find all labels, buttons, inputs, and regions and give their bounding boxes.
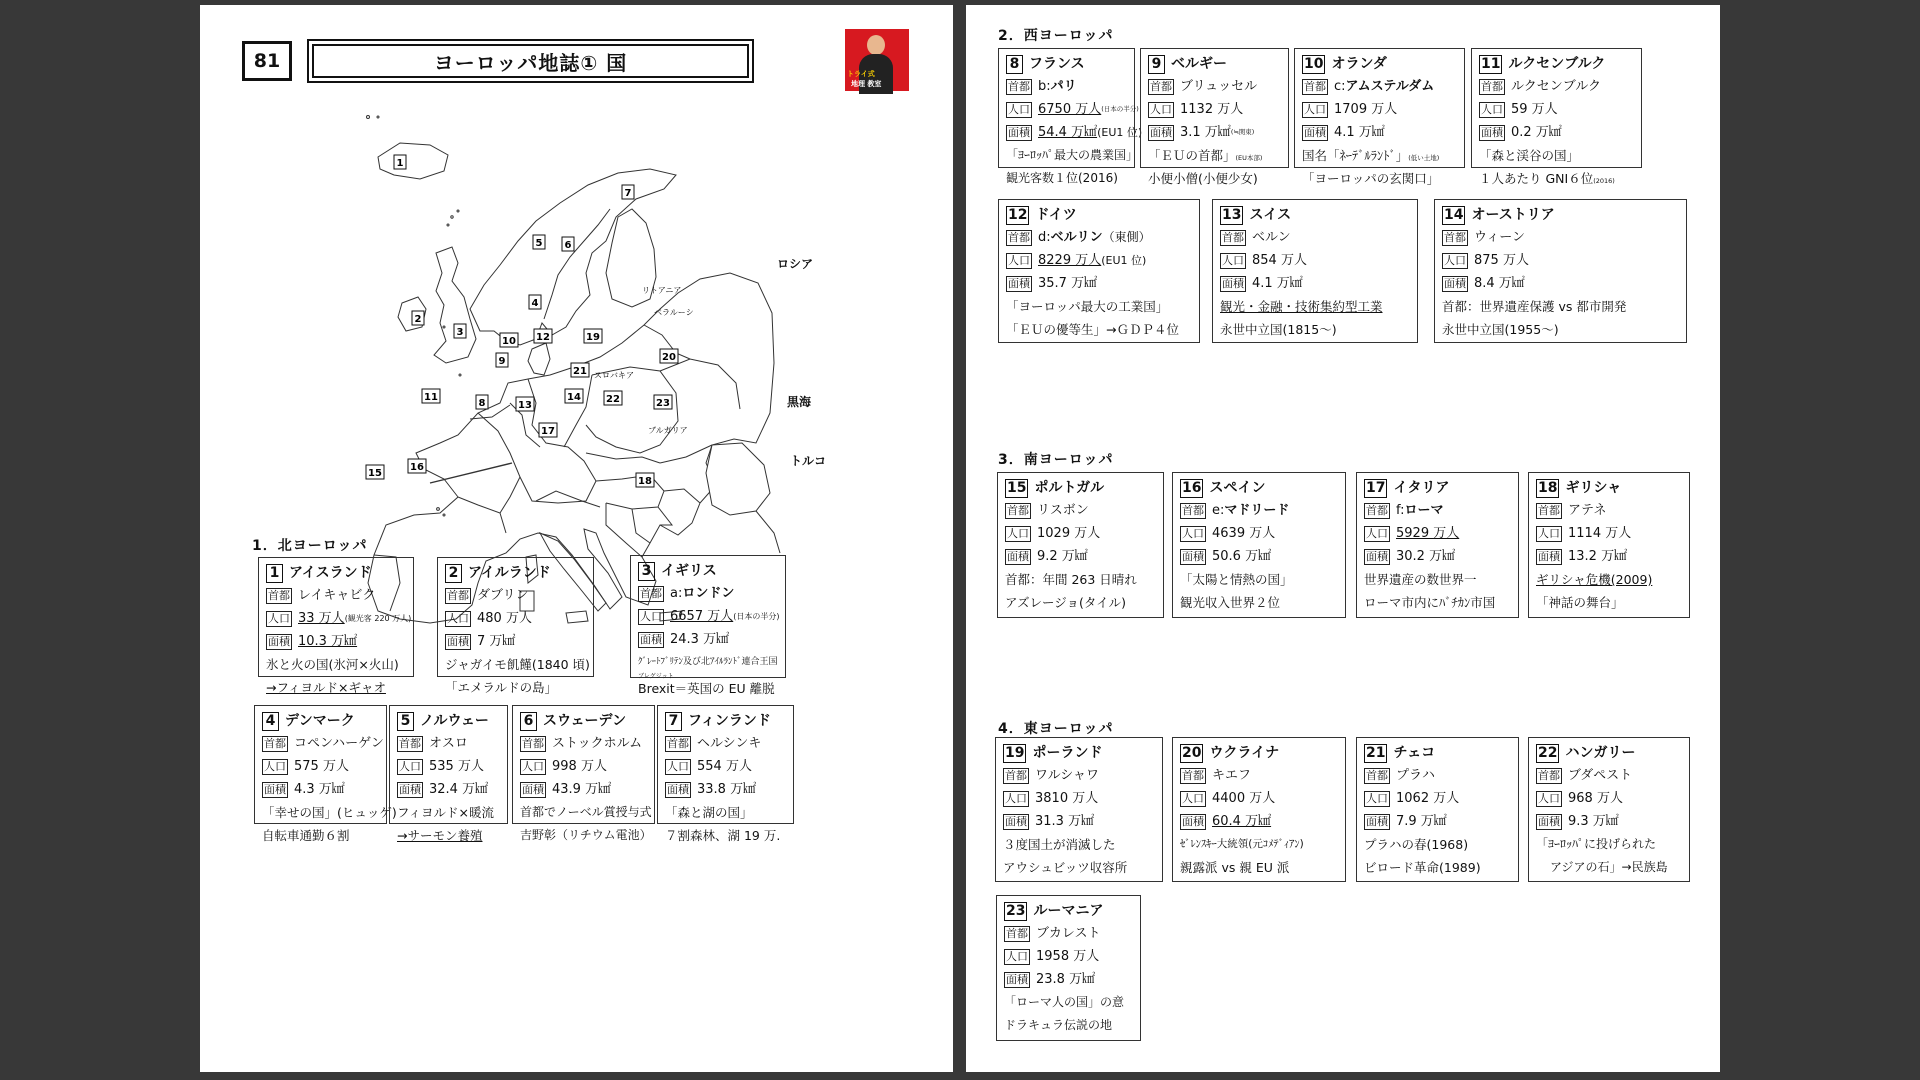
map-label-russia: ロシア xyxy=(777,257,814,271)
note: 氷と火の国(氷河×火山) xyxy=(266,657,399,672)
country-name: フィンランド xyxy=(688,712,771,729)
area: 7.9 万㎢ xyxy=(1396,814,1447,829)
area: 43.9 万㎢ xyxy=(552,782,612,797)
svg-text:4: 4 xyxy=(531,298,539,309)
capital: プラハ xyxy=(1396,768,1436,783)
country-card-hungary: 22 ハンガリー 首都 ブダペスト 人口 968 万人 面積 9.3 万㎢ 「ﾖｰﾛｯﾊﾟに投げられた アジアの石」→民族島 xyxy=(1528,737,1690,882)
svg-text:5: 5 xyxy=(535,238,543,249)
page-title: ヨーロッパ地誌① 国 xyxy=(312,44,749,78)
map-marker-11 xyxy=(422,389,440,403)
svg-text:19: 19 xyxy=(586,332,600,343)
capital: ブカレスト xyxy=(1036,926,1101,941)
capital: ロンドン xyxy=(682,586,735,601)
map-label-turkey: トルコ xyxy=(790,454,827,468)
country-name: ルクセンブルク xyxy=(1508,55,1606,72)
map-iceland xyxy=(378,143,448,179)
capital: ベルン xyxy=(1252,230,1291,245)
population: 998 万人 xyxy=(552,759,607,774)
note: 「ﾖｰﾛｯﾊﾟ最大の農業国」 xyxy=(1006,148,1139,162)
country-name: フランス xyxy=(1029,55,1085,72)
capital: パリ xyxy=(1050,79,1077,94)
map-marker-5 xyxy=(533,235,545,249)
country-name: アイスランド xyxy=(289,564,372,581)
capital: ルクセンブルク xyxy=(1511,79,1601,94)
country-card-norway: 5 ノルウェー 首都 オスロ 人口 535 万人 面積 32.4 万㎢ フィヨルド×暖流 →サーモン養殖 xyxy=(389,705,508,824)
country-card-denmark: 4 デンマーク 首都 コペンハーゲン 人口 575 万人 面積 4.3 万㎢ 「幸せの国」(ヒュッゲ) 自転車通勤６割 xyxy=(254,705,387,824)
country-name: ハンガリー xyxy=(1565,744,1636,761)
note: 「エメラルドの島」 xyxy=(445,680,558,695)
population: 1958 万人 xyxy=(1036,949,1100,964)
map-marker-17 xyxy=(539,423,557,437)
area: 4.1 万㎢ xyxy=(1252,276,1303,291)
map-norway-sweden-border xyxy=(544,209,610,319)
area: 7 万㎢ xyxy=(477,634,516,649)
country-name: ポルトガル xyxy=(1034,479,1105,496)
country-card-germany: 12 ドイツ 首都 d: ベルリン （東側） 人口 8229 万人 (EU1 位) 面積 35.7 万㎢ 「ヨーロッパ最大の工業国」 「ＥＵの優等生」→ＧＤＰ４位 xyxy=(998,199,1200,343)
map-label-slovakia: スロバキア xyxy=(594,371,634,380)
note: 「ﾖｰﾛｯﾊﾟに投げられた xyxy=(1536,837,1657,851)
svg-text:7: 7 xyxy=(624,188,632,199)
section-south-title: 3．南ヨーロッパ xyxy=(998,452,1114,468)
teacher-logo xyxy=(845,29,909,91)
population: 5929 万人 xyxy=(1396,526,1460,541)
svg-text:8: 8 xyxy=(478,398,486,409)
note: 「ＥＵの優等生」→ＧＤＰ４位 xyxy=(1006,322,1179,337)
worksheet-page-left xyxy=(200,5,953,1072)
note: 観光収入世界２位 xyxy=(1180,595,1281,610)
svg-text:2: 2 xyxy=(414,314,422,325)
logo-text-1: トライ式 xyxy=(847,70,875,78)
note: アズレージョ(タイル) xyxy=(1005,595,1127,610)
population: 1062 万人 xyxy=(1396,791,1460,806)
capital: オスロ xyxy=(429,736,468,751)
note: ビロード革命(1989) xyxy=(1364,860,1481,875)
country-card-luxembourg: 11 ルクセンブルク 首都 ルクセンブルク 人口 59 万人 面積 0.2 万㎢ 「森と渓谷の国」 １人あたり GNI６位(2016) xyxy=(1471,48,1642,168)
area: 50.6 万㎢ xyxy=(1212,549,1272,564)
population: 6657 万人 xyxy=(670,609,734,624)
country-name: ベルギー xyxy=(1171,55,1227,72)
note: 首都：世界遺産保護 vs 都市開発 xyxy=(1442,299,1627,314)
country-card-sweden: 6 スウェーデン 首都 ストックホルム 人口 998 万人 面積 43.9 万㎢ 首都でノーベル賞授与式 吉野彰（リチウム電池） xyxy=(512,705,655,824)
note: 永世中立国(1955〜) xyxy=(1442,322,1559,337)
country-name: オランダ xyxy=(1331,55,1387,72)
capital: リスボン xyxy=(1037,503,1089,518)
map-marker-4 xyxy=(529,295,541,309)
area: 24.3 万㎢ xyxy=(670,632,730,647)
map-marker-7 xyxy=(622,185,634,199)
country-name: ドイツ xyxy=(1035,206,1077,223)
area: 32.4 万㎢ xyxy=(429,782,489,797)
country-card-uk: 3 イギリス 首都 a: ロンドン 人口 6657 万人 (日本の半分) 面積 24.3 万㎢ ｸﾞﾚｰﾄﾌﾞﾘﾃﾝ及び北ｱｲﾙﾗﾝﾄﾞ連合王国 ブレグジット Brexit＝英国の EU 離脱 xyxy=(630,555,786,678)
country-card-portugal: 15 ポルトガル 首都 リスボン 人口 1029 万人 面積 9.2 万㎢ 首都：年間 263 日晴れ アズレージョ(タイル) xyxy=(997,472,1164,618)
note: プラハの春(1968) xyxy=(1364,837,1469,852)
country-name: オーストリア xyxy=(1471,206,1555,223)
note: 「神話の舞台」 xyxy=(1536,595,1624,610)
note: 「森と湖の国」 xyxy=(665,805,753,820)
map-marker-22 xyxy=(604,391,622,405)
map-marker-9 xyxy=(496,353,508,367)
note: 世界遺産の数世界一 xyxy=(1364,572,1477,587)
note: 「ヨーロッパ最大の工業国」 xyxy=(1006,299,1169,314)
country-name: スイス xyxy=(1249,206,1292,223)
note: ｾﾞﾚﾝｽｷｰ大統領(元ｺﾒﾃﾞｨｱﾝ) xyxy=(1180,838,1304,850)
area: 10.3 万㎢ xyxy=(298,634,358,649)
note: ジャガイモ飢饉(1840 頃) xyxy=(445,657,590,672)
note: 観光客数１位(2016) xyxy=(1006,171,1118,185)
capital: ストックホルム xyxy=(552,736,643,751)
capital: ヘルシンキ xyxy=(697,736,762,751)
country-name: ノルウェー xyxy=(420,712,489,729)
country-card-czech: 21 チェコ 首都 プラハ 人口 1062 万人 面積 7.9 万㎢ プラハの春(1968) ビロード革命(1989) xyxy=(1356,737,1519,882)
country-name: イギリス xyxy=(661,562,717,579)
population: 1029 万人 xyxy=(1037,526,1101,541)
country-name: スウェーデン xyxy=(543,712,627,729)
map-marker-19 xyxy=(584,329,602,343)
area: 23.8 万㎢ xyxy=(1036,972,1096,987)
note: 永世中立国(1815〜) xyxy=(1220,322,1337,337)
svg-text:14: 14 xyxy=(567,392,581,403)
population: 8229 万人 xyxy=(1038,253,1102,268)
map-britain xyxy=(434,247,476,363)
capital: キエフ xyxy=(1212,768,1252,783)
population: 480 万人 xyxy=(477,611,532,626)
map-label-black-sea: 黒海 xyxy=(787,395,812,409)
area: 8.4 万㎢ xyxy=(1474,276,1525,291)
map-marker-20 xyxy=(660,349,678,363)
country-card-greece: 18 ギリシャ 首都 アテネ 人口 1114 万人 面積 13.2 万㎢ ギリシャ危機(2009) 「神話の舞台」 xyxy=(1528,472,1690,618)
map-marker-10 xyxy=(500,333,518,347)
country-name: デンマーク xyxy=(285,712,355,729)
svg-text:20: 20 xyxy=(662,352,676,363)
note: →フィヨルド×ギャオ xyxy=(266,680,386,695)
svg-text:17: 17 xyxy=(541,426,555,437)
note: 小便小僧(小便少女) xyxy=(1148,171,1258,186)
note: 吉野彰（リチウム電池） xyxy=(520,828,652,842)
population: 854 万人 xyxy=(1252,253,1307,268)
country-name: イタリア xyxy=(1393,479,1450,496)
map-marker-15 xyxy=(366,465,384,479)
note: ｸﾞﾚｰﾄﾌﾞﾘﾃﾝ及び北ｱｲﾙﾗﾝﾄﾞ連合王国 xyxy=(638,657,778,667)
country-card-netherlands: 10 オランダ 首都 c: アムステルダム 人口 1709 万人 面積 4.1 万㎢ 国名「ﾈｰﾃﾞﾙﾗﾝﾄﾞ」(低い土地) 「ヨーロッパの玄関口」 xyxy=(1294,48,1465,168)
note: 「ヨーロッパの玄関口」 xyxy=(1302,171,1440,186)
map-marker-6 xyxy=(562,237,574,251)
population: 6750 万人 xyxy=(1038,102,1102,117)
country-name: ギリシャ xyxy=(1565,479,1622,496)
area: 9.3 万㎢ xyxy=(1568,814,1619,829)
map-denmark xyxy=(528,343,550,375)
svg-text:9: 9 xyxy=(498,356,506,367)
country-card-iceland: 1 アイスランド 首都 レイキャビク 人口 33 万人 (観光客 220 万人) 面積 10.3 万㎢ 氷と火の国(氷河×火山) →フィヨルド×ギャオ xyxy=(258,557,414,677)
population: 554 万人 xyxy=(697,759,752,774)
svg-text:12: 12 xyxy=(536,332,550,343)
lesson-number: 81 xyxy=(242,41,292,81)
population: 1132 万人 xyxy=(1180,102,1244,117)
note: 観光・金融・技術集約型工業 xyxy=(1220,299,1383,314)
population: 1709 万人 xyxy=(1334,102,1398,117)
area: 13.2 万㎢ xyxy=(1568,549,1628,564)
map-marker-12 xyxy=(534,329,552,343)
capital: アムステルダム xyxy=(1345,79,1435,94)
map-marker-8 xyxy=(476,395,488,409)
note: →サーモン養殖 xyxy=(397,828,483,843)
capital: ブリュッセル xyxy=(1180,79,1258,94)
note: １人あたり GNI６位 xyxy=(1479,171,1594,186)
country-card-france: 8 フランス 首都 b: パリ 人口 6750 万人 (日本の半分) 面積 54.4 万㎢ (EU1 位) 「ﾖｰﾛｯﾊﾟ最大の農業国」 観光客数１位(2016) xyxy=(998,48,1135,168)
area: 4.3 万㎢ xyxy=(294,782,345,797)
section-west-title: 2．西ヨーロッパ xyxy=(998,28,1114,44)
capital: ダブリン xyxy=(477,588,529,603)
capital: ローマ xyxy=(1404,503,1444,518)
capital: マドリード xyxy=(1224,503,1290,518)
note: 国名「ﾈｰﾃﾞﾙﾗﾝﾄﾞ」 xyxy=(1302,148,1409,163)
area: 54.4 万㎢ xyxy=(1038,125,1098,140)
svg-text:13: 13 xyxy=(518,400,532,411)
svg-text:23: 23 xyxy=(656,398,670,409)
area: 60.4 万㎢ xyxy=(1212,814,1272,829)
capital: レイキャビク xyxy=(298,588,376,603)
area: 4.1 万㎢ xyxy=(1334,125,1385,140)
area: 35.7 万㎢ xyxy=(1038,276,1098,291)
worksheet-page-right xyxy=(966,5,1720,1072)
population: 4400 万人 xyxy=(1212,791,1276,806)
population: 1114 万人 xyxy=(1568,526,1632,541)
country-card-austria: 14 オーストリア 首都 ウィーン 人口 875 万人 面積 8.4 万㎢ 首都：世界遺産保護 vs 都市開発 永世中立国(1955〜) xyxy=(1434,199,1687,343)
svg-text:11: 11 xyxy=(424,392,438,403)
map-black-sea xyxy=(706,443,770,515)
country-card-ireland: 2 アイルランド 首都 ダブリン 人口 480 万人 面積 7 万㎢ ジャガイモ飢饉(1840 頃) 「エメラルドの島」 xyxy=(437,557,594,677)
map-marker-18 xyxy=(636,473,654,487)
section-east-title: 4．東ヨーロッパ xyxy=(998,721,1114,737)
country-card-switzerland: 13 スイス 首都 ベルン 人口 854 万人 面積 4.1 万㎢ 観光・金融・技術集約型工業 永世中立国(1815〜) xyxy=(1212,199,1418,343)
svg-text:16: 16 xyxy=(410,462,424,473)
note: 自転車通勤６割 xyxy=(262,828,350,843)
note: Brexit＝英国の EU 離脱 xyxy=(638,681,775,696)
country-name: チェコ xyxy=(1393,744,1436,761)
capital: ベルリン xyxy=(1050,230,1103,245)
map-marker-23 xyxy=(654,395,672,409)
map-label-lithuania: リトアニア xyxy=(642,286,682,295)
map-marker-16 xyxy=(408,459,426,473)
area: 0.2 万㎢ xyxy=(1511,125,1562,140)
note: フィヨルド×暖流 xyxy=(397,805,494,820)
svg-text:10: 10 xyxy=(502,336,516,347)
svg-text:22: 22 xyxy=(606,394,620,405)
section-north-title: 1．北ヨーロッパ xyxy=(252,538,368,554)
area: 3.1 万㎢ xyxy=(1180,125,1231,140)
note: ドラキュラ伝説の地 xyxy=(1004,1018,1113,1032)
note: 「森と渓谷の国」 xyxy=(1479,148,1580,163)
population: 535 万人 xyxy=(429,759,484,774)
country-card-italy: 17 イタリア 首都 f: ローマ 人口 5929 万人 面積 30.2 万㎢ 世界遺産の数世界一 ローマ市内にﾊﾞﾁｶﾝ市国 xyxy=(1356,472,1519,618)
map-marker-13 xyxy=(516,397,534,411)
country-name: アイルランド xyxy=(468,564,551,581)
note: アウシュビッツ収容所 xyxy=(1003,860,1128,875)
capital: ワルシャワ xyxy=(1035,768,1100,783)
map-marker-3 xyxy=(454,324,466,338)
population: 968 万人 xyxy=(1568,791,1623,806)
note: アジアの石」→民族島 xyxy=(1550,860,1668,874)
note: ローマ市内にﾊﾞﾁｶﾝ市国 xyxy=(1364,595,1496,610)
note: 「ＥＵの首都」 xyxy=(1148,148,1236,163)
note: ７割森林、湖 19 万. xyxy=(665,828,781,843)
country-name: ルーマニア xyxy=(1033,902,1104,919)
population: 575 万人 xyxy=(294,759,349,774)
svg-text:21: 21 xyxy=(573,366,587,377)
map-marker-21 xyxy=(571,363,589,377)
note: 「太陽と情熱の国」 xyxy=(1180,572,1293,587)
note: 首都：年間 263 日晴れ xyxy=(1005,572,1137,587)
area: 9.2 万㎢ xyxy=(1037,549,1088,564)
population: 3810 万人 xyxy=(1035,791,1099,806)
map-marker-1 xyxy=(394,155,406,169)
svg-text:15: 15 xyxy=(368,468,382,479)
population: 4639 万人 xyxy=(1212,526,1276,541)
country-name: スペイン xyxy=(1209,479,1266,496)
area: 30.2 万㎢ xyxy=(1396,549,1456,564)
logo-text-2: 地理 教室 xyxy=(851,80,882,88)
capital: ブダペスト xyxy=(1568,768,1633,783)
country-card-belgium: 9 ベルギー 首都 ブリュッセル 人口 1132 万人 面積 3.1 万㎢ (≒関東) 「ＥＵの首都」(EU本部) 小便小僧(小便少女) xyxy=(1140,48,1289,168)
area: 31.3 万㎢ xyxy=(1035,814,1095,829)
title-box xyxy=(307,39,754,83)
population: 59 万人 xyxy=(1511,102,1558,117)
capital: ウィーン xyxy=(1474,230,1525,245)
country-name: ウクライナ xyxy=(1209,744,1280,761)
map-label-belarus: ベラルーシ xyxy=(654,308,694,317)
capital: コペンハーゲン xyxy=(294,736,384,751)
svg-text:1: 1 xyxy=(396,158,404,169)
map-marker-14 xyxy=(565,389,583,403)
country-card-ukraine: 20 ウクライナ 首都 キエフ 人口 4400 万人 面積 60.4 万㎢ ｾﾞﾚﾝｽｷｰ大統領(元ｺﾒﾃﾞｨｱﾝ) 親露派 vs 親 EU 派 xyxy=(1172,737,1346,882)
note: ギリシャ危機(2009) xyxy=(1536,572,1653,587)
country-card-poland: 19 ポーランド 首都 ワルシャワ 人口 3810 万人 面積 31.3 万㎢ ３度国土が消滅した アウシュビッツ収容所 xyxy=(995,737,1163,882)
map-marker-2 xyxy=(412,311,424,325)
ruby: ブレグジット xyxy=(638,673,674,680)
capital: アテネ xyxy=(1568,503,1607,518)
population: 33 万人 xyxy=(298,611,345,626)
country-card-spain: 16 スペイン 首都 e: マドリード 人口 4639 万人 面積 50.6 万㎢ 「太陽と情熱の国」 観光収入世界２位 xyxy=(1172,472,1346,618)
population: 875 万人 xyxy=(1474,253,1529,268)
note: 首都でノーベル賞授与式 xyxy=(520,805,652,819)
note: 「ローマ人の国」の意 xyxy=(1004,995,1125,1009)
area: 33.8 万㎢ xyxy=(697,782,757,797)
svg-text:3: 3 xyxy=(456,327,464,338)
note: 「幸せの国」(ヒュッゲ) xyxy=(262,805,397,820)
note: 親露派 vs 親 EU 派 xyxy=(1180,860,1290,875)
svg-text:6: 6 xyxy=(564,240,572,251)
note: ３度国土が消滅した xyxy=(1003,837,1116,852)
map-scandinavia xyxy=(470,169,676,345)
map-label-bulgaria: ブルガリア xyxy=(648,426,688,435)
country-card-finland: 7 フィンランド 首都 ヘルシンキ 人口 554 万人 面積 33.8 万㎢ 「森と湖の国」 ７割森林、湖 19 万. xyxy=(657,705,794,824)
country-card-romania: 23 ルーマニア 首都 ブカレスト 人口 1958 万人 面積 23.8 万㎢ 「ローマ人の国」の意 ドラキュラ伝説の地 xyxy=(996,895,1141,1041)
country-name: ポーランド xyxy=(1032,744,1103,761)
svg-text:18: 18 xyxy=(638,476,652,487)
